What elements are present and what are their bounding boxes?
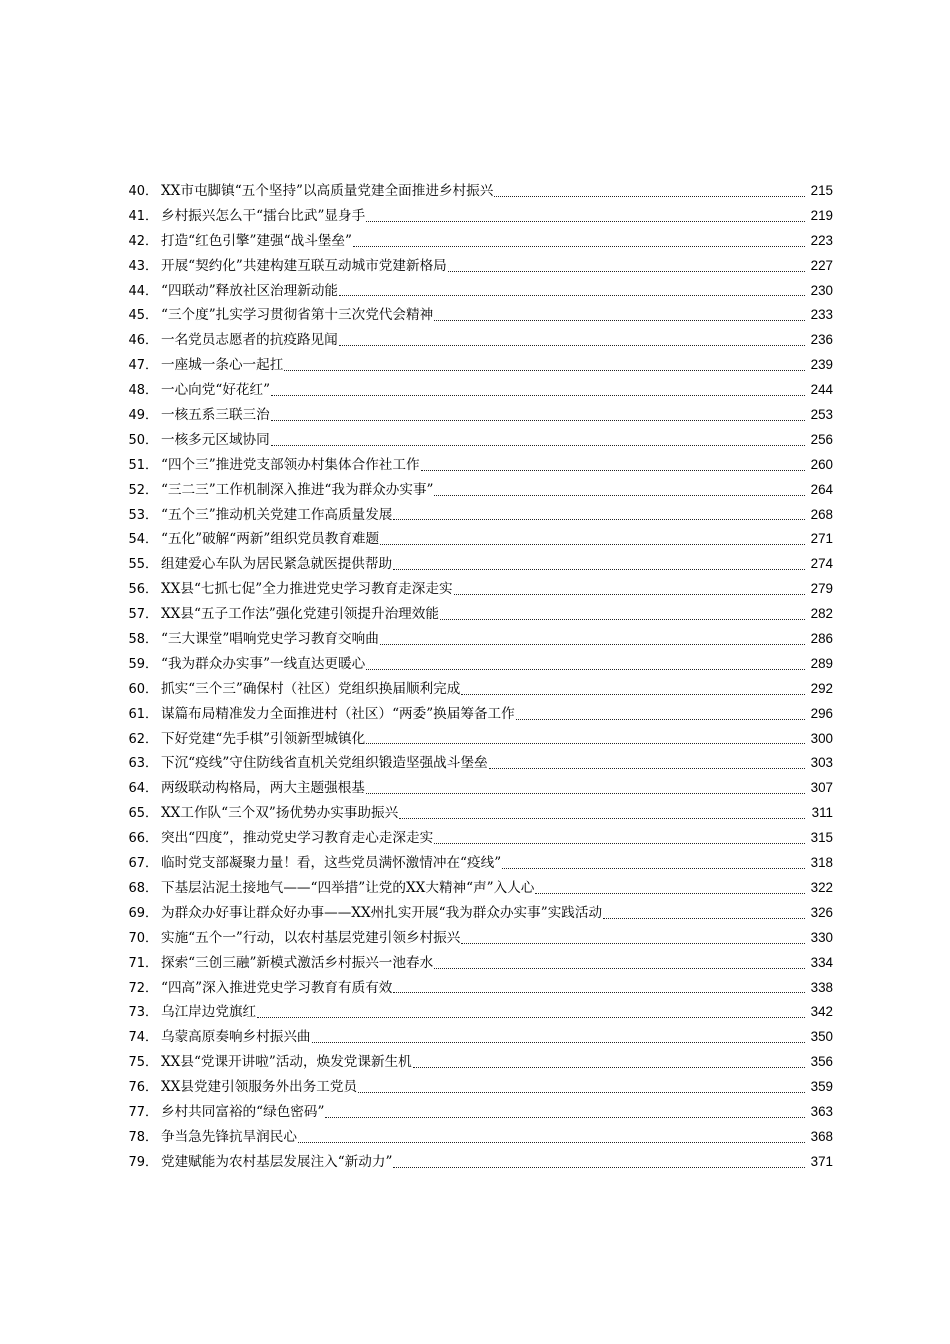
toc-entry-page-number: 264: [810, 481, 833, 497]
toc-entry-page-number: 322: [810, 879, 833, 895]
toc-entry-page-number: 350: [810, 1029, 833, 1045]
toc-entry-page-number: 260: [810, 456, 833, 472]
toc-entry[interactable]: [127, 801, 833, 826]
toc-entry[interactable]: [127, 951, 833, 976]
toc-entry[interactable]: [127, 378, 833, 403]
toc-entry-number: 75．: [128, 1055, 158, 1071]
toc-entry[interactable]: [127, 1150, 833, 1175]
toc-entry-number: 57．: [128, 607, 158, 623]
toc-dot-leader: [393, 507, 805, 520]
toc-entry-title: “四联动”释放社区治理新动能: [161, 282, 339, 299]
toc-entry-title: 临时党支部凝聚力量！看，这些党员满怀激情冲在“疫线”: [161, 855, 502, 872]
toc-entry[interactable]: [127, 1125, 833, 1150]
toc-entry[interactable]: [127, 826, 833, 851]
toc-dot-leader: [434, 308, 805, 321]
toc-entry-number: 48．: [128, 383, 158, 399]
toc-dot-leader: [284, 358, 805, 371]
toc-entry-page-number: 289: [810, 655, 833, 671]
toc-entry-title: 下沉“疫线”守住防线省直机关党组织锻造坚强战斗堡垒: [161, 755, 488, 772]
toc-entry-title: XX县党建引领服务外出务工党员: [161, 1079, 358, 1096]
toc-dot-leader: [421, 458, 805, 471]
toc-entry-title: 乡村振兴怎么干“擂台比武”显身手: [161, 207, 366, 224]
toc-dot-leader: [339, 283, 805, 296]
toc-dot-leader: [516, 707, 805, 720]
toc-entry-title: 一核五系三联三治: [161, 407, 270, 424]
toc-entry-page-number: 268: [810, 506, 833, 522]
toc-entry-title: 一核多元区域协同: [161, 431, 270, 448]
toc-entry-page-number: 239: [810, 357, 833, 373]
toc-entry-page-number: 292: [810, 680, 833, 696]
toc-dot-leader: [413, 1055, 805, 1068]
toc-entry[interactable]: [127, 478, 833, 503]
toc-entry-title: 党建赋能为农村基层发展注入“新动力”: [161, 1153, 393, 1170]
toc-entry-title: 突出“四度”，推动党史学习教育走心走深走实: [161, 830, 434, 847]
toc-entry-number: 56．: [128, 582, 158, 598]
toc-entry-number: 73．: [128, 1005, 158, 1021]
toc-entry[interactable]: [127, 403, 833, 428]
toc-dot-leader: [298, 1130, 805, 1143]
toc-entry-page-number: 256: [810, 431, 833, 447]
toc-entry-number: 47．: [128, 358, 158, 374]
toc-entry[interactable]: [127, 1000, 833, 1025]
toc-entry-page-number: 282: [810, 606, 833, 622]
toc-entry-number: 40．: [128, 184, 158, 199]
toc-dot-leader: [535, 881, 805, 894]
toc-entry-number: 50．: [128, 432, 158, 448]
toc-dot-leader: [358, 1080, 805, 1093]
toc-entry[interactable]: [127, 552, 833, 577]
toc-dot-leader: [366, 657, 805, 670]
toc-entry-number: 70．: [128, 930, 158, 946]
toc-dot-leader: [448, 259, 805, 272]
toc-entry-number: 65．: [128, 806, 158, 822]
toc-entry-page-number: 223: [810, 232, 833, 248]
toc-entry[interactable]: [127, 851, 833, 876]
toc-entry-number: 64．: [128, 781, 158, 797]
toc-entry-number: 77．: [128, 1104, 158, 1120]
toc-entry[interactable]: [127, 453, 833, 478]
toc-entry-title: “五个三”推动机关党建工作高质量发展: [161, 506, 393, 523]
toc-entry-page-number: 371: [810, 1153, 833, 1169]
toc-entry-number: 43．: [128, 258, 158, 274]
toc-entry-number: 59．: [128, 656, 158, 672]
toc-entry-page-number: 342: [810, 1004, 833, 1020]
toc-entry-page-number: 233: [810, 307, 833, 323]
toc-entry-number: 46．: [128, 333, 158, 349]
toc-entry-number: 66．: [128, 831, 158, 847]
toc-entry-title: XX县“五子工作法”强化党建引领提升治理效能: [161, 606, 439, 623]
toc-entry-page-number: 330: [810, 929, 833, 945]
toc-entry-title: 谋篇布局精准发力全面推进村（社区）“两委”换届筹备工作: [161, 705, 515, 722]
toc-entry-page-number: 296: [810, 705, 833, 721]
toc-entry-number: 55．: [128, 557, 158, 573]
toc-dot-leader: [325, 1105, 805, 1118]
toc-dot-leader: [454, 582, 805, 595]
toc-dot-leader: [434, 956, 805, 969]
toc-dot-leader: [380, 532, 805, 545]
toc-entry-title: “我为群众办实事”一线直达更暖心: [161, 655, 366, 672]
toc-entry-title: 打造“红色引擎”建强“战斗堡垒”: [161, 232, 352, 249]
toc-dot-leader: [366, 731, 805, 744]
toc-entry-number: 60．: [128, 681, 158, 697]
toc-entry[interactable]: [127, 254, 833, 279]
toc-entry-page-number: 286: [810, 631, 833, 647]
toc-entry-title: 实施“五个一”行动，以农村基层党建引领乡村振兴: [161, 929, 461, 946]
toc-entry-number: 52．: [128, 482, 158, 498]
toc-dot-leader: [339, 333, 805, 346]
toc-entry[interactable]: [127, 527, 833, 552]
toc-entry-title: “四个三”推进党支部领办村集体合作社工作: [161, 456, 420, 473]
toc-dot-leader: [502, 856, 805, 869]
toc-entry[interactable]: [127, 1025, 833, 1050]
toc-entry[interactable]: [127, 1100, 833, 1125]
toc-entry-number: 49．: [128, 408, 158, 424]
toc-dot-leader: [434, 831, 805, 844]
toc-dot-leader: [399, 806, 805, 819]
table-of-contents: [127, 179, 833, 1175]
toc-entry-number: 72．: [128, 980, 158, 996]
toc-dot-leader: [257, 1005, 805, 1018]
toc-entry[interactable]: [127, 428, 833, 453]
toc-entry[interactable]: [127, 503, 833, 528]
toc-entry-page-number: 227: [810, 257, 833, 273]
toc-dot-leader: [312, 1030, 805, 1043]
toc-entry-page-number: 300: [810, 730, 833, 746]
toc-entry-page-number: 326: [810, 904, 833, 920]
toc-entry-title: XX县“党课开讲啦”活动，焕发党课新生机: [161, 1054, 412, 1071]
toc-entry[interactable]: [127, 1075, 833, 1100]
toc-entry-title: 抓实“三个三”确保村（社区）党组织换届顺利完成: [161, 680, 461, 697]
toc-entry-title: “五化”破解“两新”组织党员教育难题: [161, 531, 380, 548]
toc-entry-number: 42．: [128, 233, 158, 249]
toc-dot-leader: [489, 756, 805, 769]
toc-entry[interactable]: [127, 577, 833, 602]
toc-entry-page-number: 356: [810, 1054, 833, 1070]
toc-entry[interactable]: [127, 876, 833, 901]
toc-entry-page-number: 279: [810, 581, 833, 597]
toc-entry-page-number: 334: [810, 954, 833, 970]
toc-entry-page-number: 359: [810, 1079, 833, 1095]
toc-entry-title: “三大课堂”唱响党史学习教育交响曲: [161, 631, 379, 648]
toc-entry[interactable]: [127, 279, 833, 304]
toc-entry-number: 69．: [128, 905, 158, 921]
toc-dot-leader: [393, 557, 805, 570]
toc-entry-title: 一心向党“好花红”: [161, 382, 271, 399]
toc-entry[interactable]: [127, 1050, 833, 1075]
toc-entry-number: 63．: [128, 756, 158, 772]
toc-dot-leader: [366, 781, 805, 794]
toc-entry[interactable]: [127, 602, 833, 627]
toc-entry-page-number: 338: [810, 979, 833, 995]
toc-entry-number: 61．: [128, 706, 158, 722]
toc-entry-page-number: 244: [810, 382, 833, 398]
toc-entry-number: 62．: [128, 731, 158, 747]
toc-entry-page-number: 311: [811, 805, 833, 821]
toc-entry[interactable]: [127, 677, 833, 702]
toc-entry-number: 67．: [128, 856, 158, 872]
toc-dot-leader: [366, 209, 805, 222]
toc-entry-page-number: 303: [810, 755, 833, 771]
toc-entry-number: 44．: [128, 283, 158, 299]
toc-entry[interactable]: [127, 204, 833, 229]
toc-entry[interactable]: [127, 926, 833, 951]
toc-entry[interactable]: [127, 751, 833, 776]
toc-entry-title: 乌江岸边党旗红: [161, 1004, 257, 1021]
toc-entry[interactable]: [127, 702, 833, 727]
toc-entry[interactable]: [127, 776, 833, 801]
toc-entry[interactable]: [127, 652, 833, 677]
toc-entry-title: 开展“契约化”共建构建互联互动城市党建新格局: [161, 257, 447, 274]
toc-entry[interactable]: [127, 976, 833, 1001]
toc-entry-number: 41．: [128, 208, 158, 224]
toc-entry-page-number: 318: [810, 855, 833, 871]
toc-entry-title: 一座城一条心一起扛: [161, 357, 284, 374]
toc-entry[interactable]: [127, 303, 833, 328]
toc-entry-number: 53．: [128, 507, 158, 523]
toc-entry-title: XX县“七抓七促”全力推进党史学习教育走深走实: [161, 581, 453, 598]
toc-entry-title: 探索“三创三融”新模式激活乡村振兴一池春水: [161, 954, 434, 971]
toc-dot-leader: [271, 383, 805, 396]
toc-dot-leader: [353, 234, 805, 247]
toc-dot-leader: [461, 682, 805, 695]
toc-dot-leader: [393, 1155, 805, 1168]
toc-entry[interactable]: [127, 179, 833, 204]
toc-entry-number: 78．: [128, 1129, 158, 1145]
toc-entry[interactable]: [127, 727, 833, 752]
toc-dot-leader: [380, 632, 805, 645]
toc-entry-page-number: 271: [810, 531, 833, 547]
toc-entry-title: 一名党员志愿者的抗疫路见闻: [161, 332, 338, 349]
toc-entry-title: 下基层沾泥土接地气——“四举措”让党的XX大精神“声”入人心: [161, 879, 535, 896]
toc-entry-number: 76．: [128, 1080, 158, 1096]
toc-entry-number: 79．: [128, 1154, 158, 1170]
toc-dot-leader: [271, 433, 805, 446]
toc-dot-leader: [603, 906, 805, 919]
toc-entry-number: 54．: [128, 532, 158, 548]
toc-entry-title: 两级联动构格局，两大主题强根基: [161, 780, 365, 797]
toc-entry-number: 58．: [128, 632, 158, 648]
toc-entry-title: XX工作队“三个双”扬优势办实事助振兴: [161, 805, 399, 822]
toc-entry-page-number: 274: [810, 556, 833, 572]
toc-dot-leader: [271, 408, 805, 421]
toc-entry-title: 组建爱心车队为居民紧急就医提供帮助: [161, 556, 393, 573]
toc-entry[interactable]: [127, 229, 833, 254]
toc-dot-leader: [434, 483, 805, 496]
toc-entry-number: 45．: [128, 308, 158, 324]
toc-entry[interactable]: [127, 328, 833, 353]
toc-entry-page-number: 215: [810, 183, 833, 198]
toc-entry-number: 68．: [128, 880, 158, 896]
toc-entry-title: 下好党建“先手棋”引领新型城镇化: [161, 730, 366, 747]
toc-entry-page-number: 363: [810, 1103, 833, 1119]
toc-entry-number: 51．: [128, 457, 158, 473]
toc-entry-page-number: 315: [810, 830, 833, 846]
toc-entry[interactable]: [127, 901, 833, 926]
toc-entry-title: 为群众办好事让群众好办事——XX州扎实开展“我为群众办实事”实践活动: [161, 904, 603, 921]
toc-entry-page-number: 236: [810, 332, 833, 348]
toc-entry-title: 争当急先锋抗旱润民心: [161, 1128, 297, 1145]
toc-entry-title: XX市屯脚镇“五个坚持”以高质量党建全面推进乡村振兴: [161, 183, 494, 199]
toc-entry-title: 乡村共同富裕的“绿色密码”: [161, 1103, 325, 1120]
toc-entry-number: 74．: [128, 1030, 158, 1046]
toc-entry-title: 乌蒙高原奏响乡村振兴曲: [161, 1029, 311, 1046]
toc-dot-leader: [461, 931, 805, 944]
toc-entry-title: “三个度”扎实学习贯彻省第十三次党代会精神: [161, 307, 434, 324]
toc-entry-title: “三二三”工作机制深入推进“我为群众办实事”: [161, 481, 434, 498]
toc-entry-page-number: 230: [810, 282, 833, 298]
toc-entry-number: 71．: [128, 955, 158, 971]
toc-entry-page-number: 368: [810, 1128, 833, 1144]
toc-entry[interactable]: [127, 627, 833, 652]
toc-entry[interactable]: [127, 353, 833, 378]
toc-entry-page-number: 219: [810, 207, 833, 223]
toc-entry-title: “四高”深入推进党史学习教育有质有效: [161, 979, 393, 996]
toc-dot-leader: [494, 184, 805, 197]
toc-entry-page-number: 307: [810, 780, 833, 796]
toc-entry-page-number: 253: [810, 407, 833, 423]
toc-dot-leader: [440, 607, 805, 620]
toc-dot-leader: [393, 980, 805, 993]
